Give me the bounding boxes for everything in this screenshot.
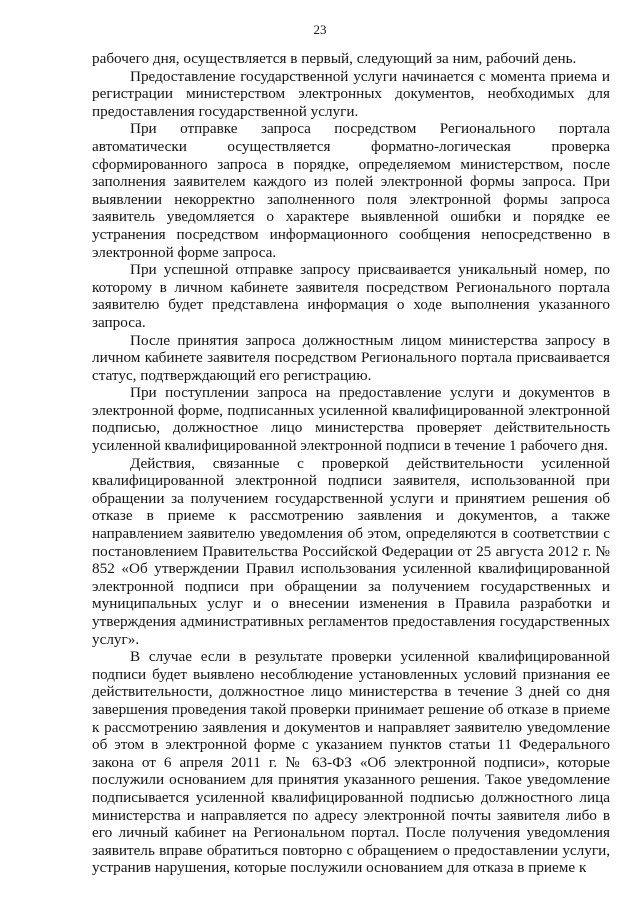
paragraph: В случае если в результате проверки усиленной квалифицированной подписи будет выявлено несоблюдение установленных условий признания ее действительности, должностное лицо министерства в течение 3 дней со дня завершения проведения такой проверки принимает решение об отказе в приеме к рассмотрению заявления и документов и направляет заявителю уведомление об этом в электронной форме с указанием пунктов статьи 11 Федерального закона от 6 апреля 2011 г. № 63-ФЗ «Об электронной подписи», которые послужили основанием для принятия указанного решения. Такое уведомление подписывается усиленной квалифицированной подписью должностного лица министерства и направляется по адресу электронной почты заявителя либо в его личный кабинет на Региональном портал. После получения уведомления заявитель вправе обратиться повторно с обращением о предоставлении услуги, устранив нарушения, которые послужили основанием для отказа в приеме к	[92, 648, 610, 877]
document-body	[92, 50, 610, 877]
page-number: 23	[313, 22, 327, 37]
paragraph: При отправке запроса посредством Регионального портала автоматически осуществляется форматно-логическая проверка сформированного запроса в порядке, определяемом министерством, после заполнения заявителем каждого из полей электронной формы запроса. При выявлении некорректно заполненного поля электронной формы запроса заявитель уведомляется о характере выявленной ошибки и порядке ее устранения посредством информационного сообщения непосредственно в электронной форме запроса.	[92, 120, 610, 261]
paragraph: При поступлении запроса на предоставление услуги и документов в электронной форме, подписанных усиленной квалифицированной электронной подписью, должностное лицо министерства проверяет действительность усиленной квалифицированной электронной подписи в течение 1 рабочего дня.	[92, 384, 610, 455]
paragraph: Предоставление государственной услуги начинается с момента приема и регистрации министерством электронных документов, необходимых для предоставления государственной услуги.	[92, 67, 610, 120]
paragraph: После принятия запроса должностным лицом министерства запросу в личном кабинете заявителя посредством Регионального портала присваивается статус, подтверждающий его регистрацию.	[92, 331, 610, 384]
paragraph: Действия, связанные с проверкой действительности усиленной квалифицированной электронной подписи заявителя, использованной при обращении за получением государственной услуги и принятием решения об отказе в приеме к рассмотрению заявления и документов, а также направлением заявителю уведомления об этом, определяются в соответствии с постановлением Правительства Российской Федерации от 25 августа 2012 г. № 852 «Об утверждении Правил использования усиленной квалифицированной электронной подписи при обращении за получением государственных и муниципальных услуг и о внесении изменения в Правила разработки и утверждения административных регламентов предоставления государственных услуг».	[92, 454, 610, 648]
paragraph-continuation: рабочего дня, осуществляется в первый, следующий за ним, рабочий день.	[92, 50, 577, 67]
paragraph: При успешной отправке запросу присваивается уникальный номер, по которому в личном кабинете заявителя посредством Регионального портала заявителю будет представлена информация о ходе выполнения указанного запроса.	[92, 261, 610, 331]
